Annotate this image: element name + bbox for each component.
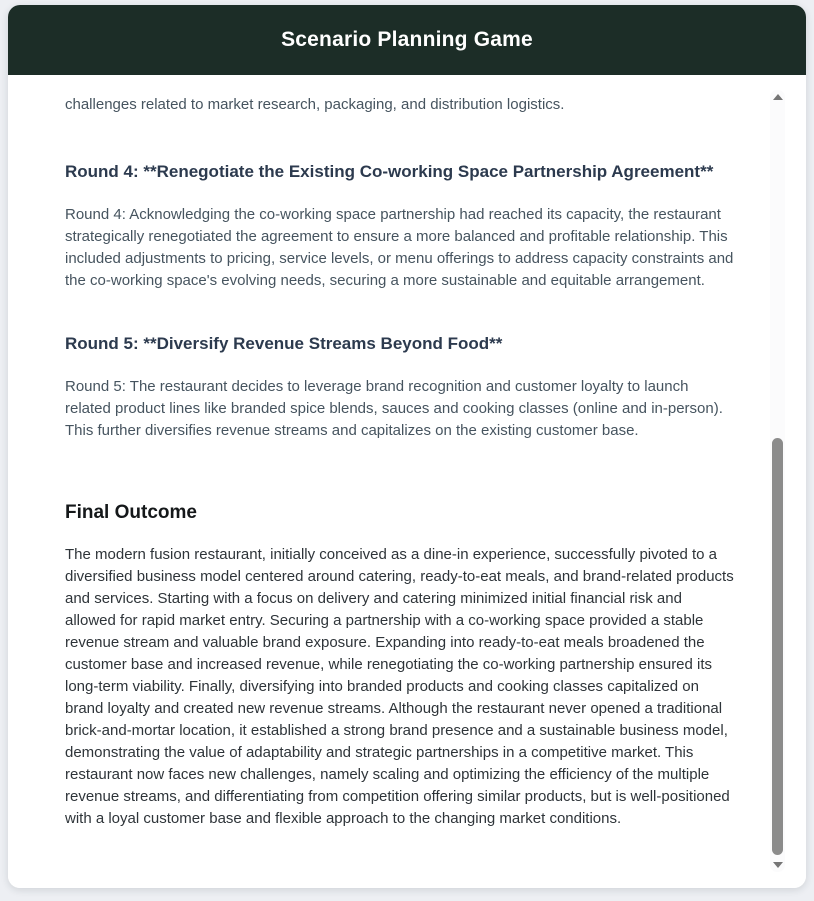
round-4-heading: Round 4: **Renegotiate the Existing Co-working Space Partnership Agreement** (65, 162, 714, 181)
app-title: Scenario Planning Game (281, 28, 533, 51)
vertical-scrollbar[interactable] (770, 90, 785, 872)
scrollbar-thumb[interactable] (772, 438, 783, 855)
final-outcome-heading: Final Outcome (65, 502, 197, 523)
scroll-content-area[interactable] (8, 75, 806, 888)
round-5-paragraph: Round 5: The restaurant decides to leverage brand recognition and customer loyalty to launch related product lines like branded spice blends, sauces and cooking classes (online and in-person). This further diversifies revenue streams and capitalizes on the existing customer base. (65, 378, 723, 439)
final-outcome-paragraph: The modern fusion restaurant, initially conceived as a dine-in experience, successfully pivoted to a diversified business model centered around catering, ready-to-eat meals, and brand-related products and services. Starting with a focus on delivery and catering minimized initial financial risk and allowed for rapid market entry. Securing a partnership with a co-working space provided a stable revenue stream and valuable brand exposure. Expanding into ready-to-eat meals broadened the customer base and increased revenue, while renegotiating the co-working partnership ensured its long-term viability. Finally, diversifying into branded products and cooking classes capitalized on brand loyalty and created new revenue streams. Although the restaurant never opened a traditional brick-and-mortar location, it established a strong brand presence and a sustainable business model, demonstrating the value of adaptability and strategic partnerships in a competitive market. This restaurant now faces new challenges, namely scaling and optimizing the efficiency of the multiple revenue streams, and differentiating from competition offering similar products, but is well-positioned with a loyal customer base and flexible approach to the changing market conditions. (65, 546, 734, 827)
scroll-down-arrow-icon[interactable] (773, 862, 783, 868)
scenario-game-window (8, 5, 806, 888)
round-4-paragraph: Round 4: Acknowledging the co-working space partnership had reached its capacity, the restaurant strategically renegotiated the agreement to ensure a more balanced and profitable relationship. This included adjustments to pricing, service levels, or menu offerings to address capacity constraints and the co-working space's evolving needs, securing a more sustainable and equitable arrangement. (65, 206, 734, 289)
round-5-heading: Round 5: **Diversify Revenue Streams Beyond Food** (65, 334, 503, 353)
app-header (8, 5, 806, 75)
scroll-up-arrow-icon[interactable] (773, 94, 783, 100)
partial-paragraph: challenges related to market research, packaging, and distribution logistics. (65, 96, 565, 113)
